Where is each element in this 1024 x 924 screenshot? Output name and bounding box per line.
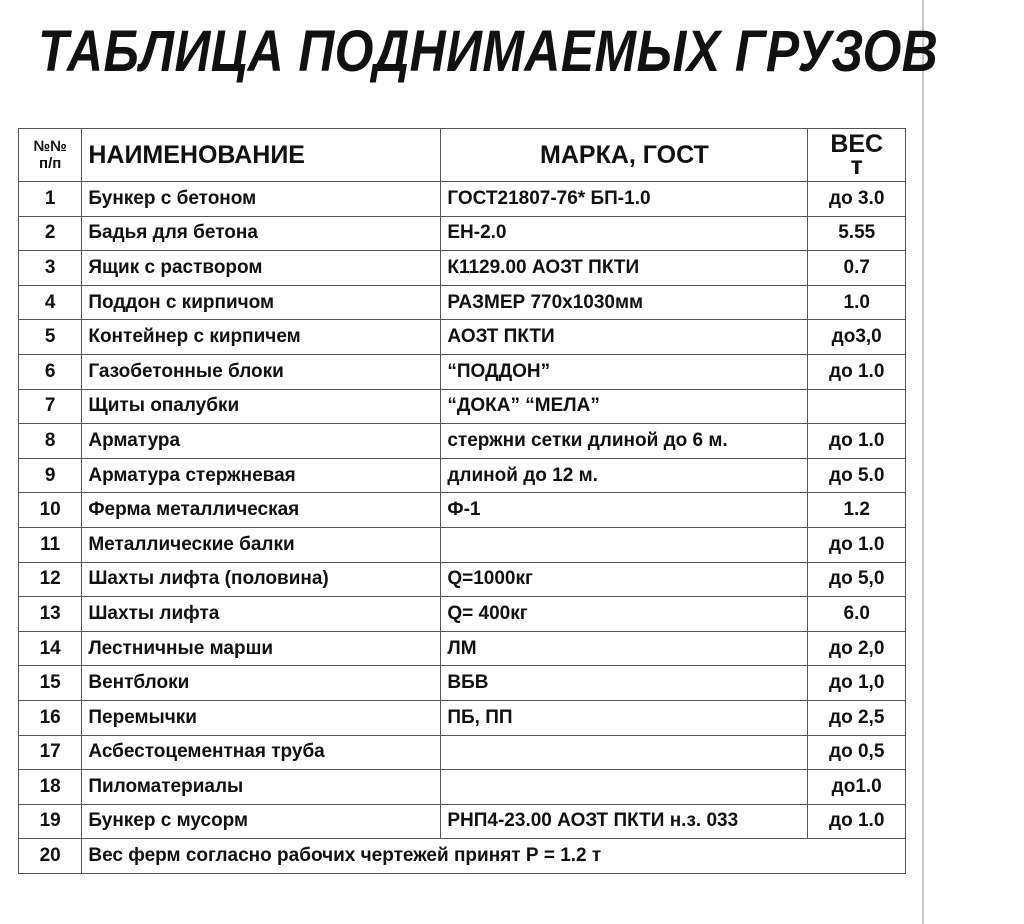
row-name-cell: Металлические балки: [82, 527, 441, 562]
row-name-cell: Шахты лифта (половина): [82, 562, 441, 597]
row-number-cell: 8: [19, 424, 82, 459]
table-row: [19, 562, 906, 597]
row-number-cell: 19: [19, 804, 82, 839]
footer-number-cell: 20: [19, 839, 82, 874]
row-name-cell: Вентблоки: [82, 666, 441, 701]
row-name-cell: Асбестоцементная труба: [82, 735, 441, 770]
row-mark-cell: Q=1000кг: [441, 562, 808, 597]
row-number-cell: 9: [19, 458, 82, 493]
column-header-weight: [808, 129, 906, 182]
row-weight-cell: до 1.0: [808, 424, 906, 459]
row-weight-cell: 0.7: [808, 251, 906, 286]
row-weight-cell: 6.0: [808, 597, 906, 632]
table-header-row: [19, 129, 906, 182]
row-name-cell: Контейнер с кирпичем: [82, 320, 441, 355]
row-mark-cell: АОЗТ ПКТИ: [441, 320, 808, 355]
row-number-cell: 2: [19, 216, 82, 251]
table-row: [19, 700, 906, 735]
row-mark-cell: [441, 735, 808, 770]
row-weight-cell: 5.55: [808, 216, 906, 251]
table-row: [19, 389, 906, 424]
table-row: [19, 631, 906, 666]
row-mark-cell: Q= 400кг: [441, 597, 808, 632]
row-mark-cell: РАЗМЕР 770х1030мм: [441, 285, 808, 320]
row-mark-cell: ЕН-2.0: [441, 216, 808, 251]
row-number-cell: 4: [19, 285, 82, 320]
table-row: [19, 735, 906, 770]
column-header-name: НАИМЕНОВАНИЕ: [82, 129, 441, 182]
row-weight-cell: до 0,5: [808, 735, 906, 770]
row-weight-cell: 1.0: [808, 285, 906, 320]
row-mark-cell: ЛМ: [441, 631, 808, 666]
column-header-number-line1: №№: [33, 138, 67, 155]
row-name-cell: Шахты лифта: [82, 597, 441, 632]
cargo-table: [18, 128, 906, 874]
row-weight-cell: до 1,0: [808, 666, 906, 701]
row-mark-cell: [441, 770, 808, 805]
row-number-cell: 18: [19, 770, 82, 805]
row-name-cell: Лестничные марши: [82, 631, 441, 666]
table-row: [19, 458, 906, 493]
table-row: [19, 320, 906, 355]
table-row: [19, 182, 906, 217]
row-number-cell: 17: [19, 735, 82, 770]
table-row: [19, 285, 906, 320]
column-header-mark: МАРКА, ГОСТ: [441, 129, 808, 182]
table-row: [19, 216, 906, 251]
row-mark-cell: ГОСТ21807-76* БП-1.0: [441, 182, 808, 217]
row-weight-cell: [808, 389, 906, 424]
row-mark-cell: К1129.00 АОЗТ ПКТИ: [441, 251, 808, 286]
row-number-cell: 14: [19, 631, 82, 666]
row-number-cell: 15: [19, 666, 82, 701]
row-number-cell: 7: [19, 389, 82, 424]
row-name-cell: Газобетонные блоки: [82, 354, 441, 389]
row-mark-cell: Ф-1: [441, 493, 808, 528]
row-name-cell: Пиломатериалы: [82, 770, 441, 805]
row-number-cell: 13: [19, 597, 82, 632]
row-number-cell: 6: [19, 354, 82, 389]
page-title: ТАБЛИЦА ПОДНИМАЕМЫХ ГРУЗОВ: [38, 19, 939, 84]
row-mark-cell: ПБ, ПП: [441, 700, 808, 735]
row-mark-cell: стержни сетки длиной до 6 м.: [441, 424, 808, 459]
row-name-cell: Поддон с кирпичом: [82, 285, 441, 320]
row-number-cell: 12: [19, 562, 82, 597]
row-weight-cell: до 1.0: [808, 354, 906, 389]
row-number-cell: 16: [19, 700, 82, 735]
column-header-number: [19, 129, 82, 182]
row-mark-cell: “ПОДДОН”: [441, 354, 808, 389]
row-weight-cell: до 1.0: [808, 527, 906, 562]
row-weight-cell: до1.0: [808, 770, 906, 805]
table-row: [19, 493, 906, 528]
table-footer-row: [19, 839, 906, 874]
row-number-cell: 10: [19, 493, 82, 528]
column-header-weight-line2: т: [850, 152, 863, 180]
row-weight-cell: до 1.0: [808, 804, 906, 839]
row-mark-cell: “ДОКА” “МЕЛА”: [441, 389, 808, 424]
table-row: [19, 251, 906, 286]
table-row: [19, 527, 906, 562]
row-number-cell: 3: [19, 251, 82, 286]
table-row: [19, 666, 906, 701]
row-mark-cell: РНП4-23.00 АОЗТ ПКТИ н.з. 033: [441, 804, 808, 839]
row-weight-cell: до 5,0: [808, 562, 906, 597]
row-weight-cell: до 2,0: [808, 631, 906, 666]
row-name-cell: Ферма металлическая: [82, 493, 441, 528]
table-row: [19, 804, 906, 839]
row-number-cell: 1: [19, 182, 82, 217]
row-name-cell: Бункер с мусорм: [82, 804, 441, 839]
row-weight-cell: до 3.0: [808, 182, 906, 217]
row-weight-cell: до 2,5: [808, 700, 906, 735]
row-name-cell: Арматура: [82, 424, 441, 459]
row-name-cell: Ящик с раствором: [82, 251, 441, 286]
row-weight-cell: до3,0: [808, 320, 906, 355]
row-name-cell: Бункер с бетоном: [82, 182, 441, 217]
row-mark-cell: [441, 527, 808, 562]
row-mark-cell: ВБВ: [441, 666, 808, 701]
table-row: [19, 770, 906, 805]
row-number-cell: 11: [19, 527, 82, 562]
table-body: [19, 182, 906, 874]
row-name-cell: Перемычки: [82, 700, 441, 735]
row-name-cell: Арматура стержневая: [82, 458, 441, 493]
footer-note-cell: Вес ферм согласно рабочих чертежей принят Р = 1.2 т: [82, 839, 906, 874]
column-header-weight-line1: ВЕС: [830, 130, 884, 158]
page-border: [922, 0, 924, 924]
table-row: [19, 597, 906, 632]
row-name-cell: Щиты опалубки: [82, 389, 441, 424]
row-weight-cell: 1.2: [808, 493, 906, 528]
row-number-cell: 5: [19, 320, 82, 355]
column-header-number-line2: п/п: [39, 155, 62, 172]
row-name-cell: Бадья для бетона: [82, 216, 441, 251]
table-row: [19, 354, 906, 389]
table-row: [19, 424, 906, 459]
row-weight-cell: до 5.0: [808, 458, 906, 493]
row-mark-cell: длиной до 12 м.: [441, 458, 808, 493]
